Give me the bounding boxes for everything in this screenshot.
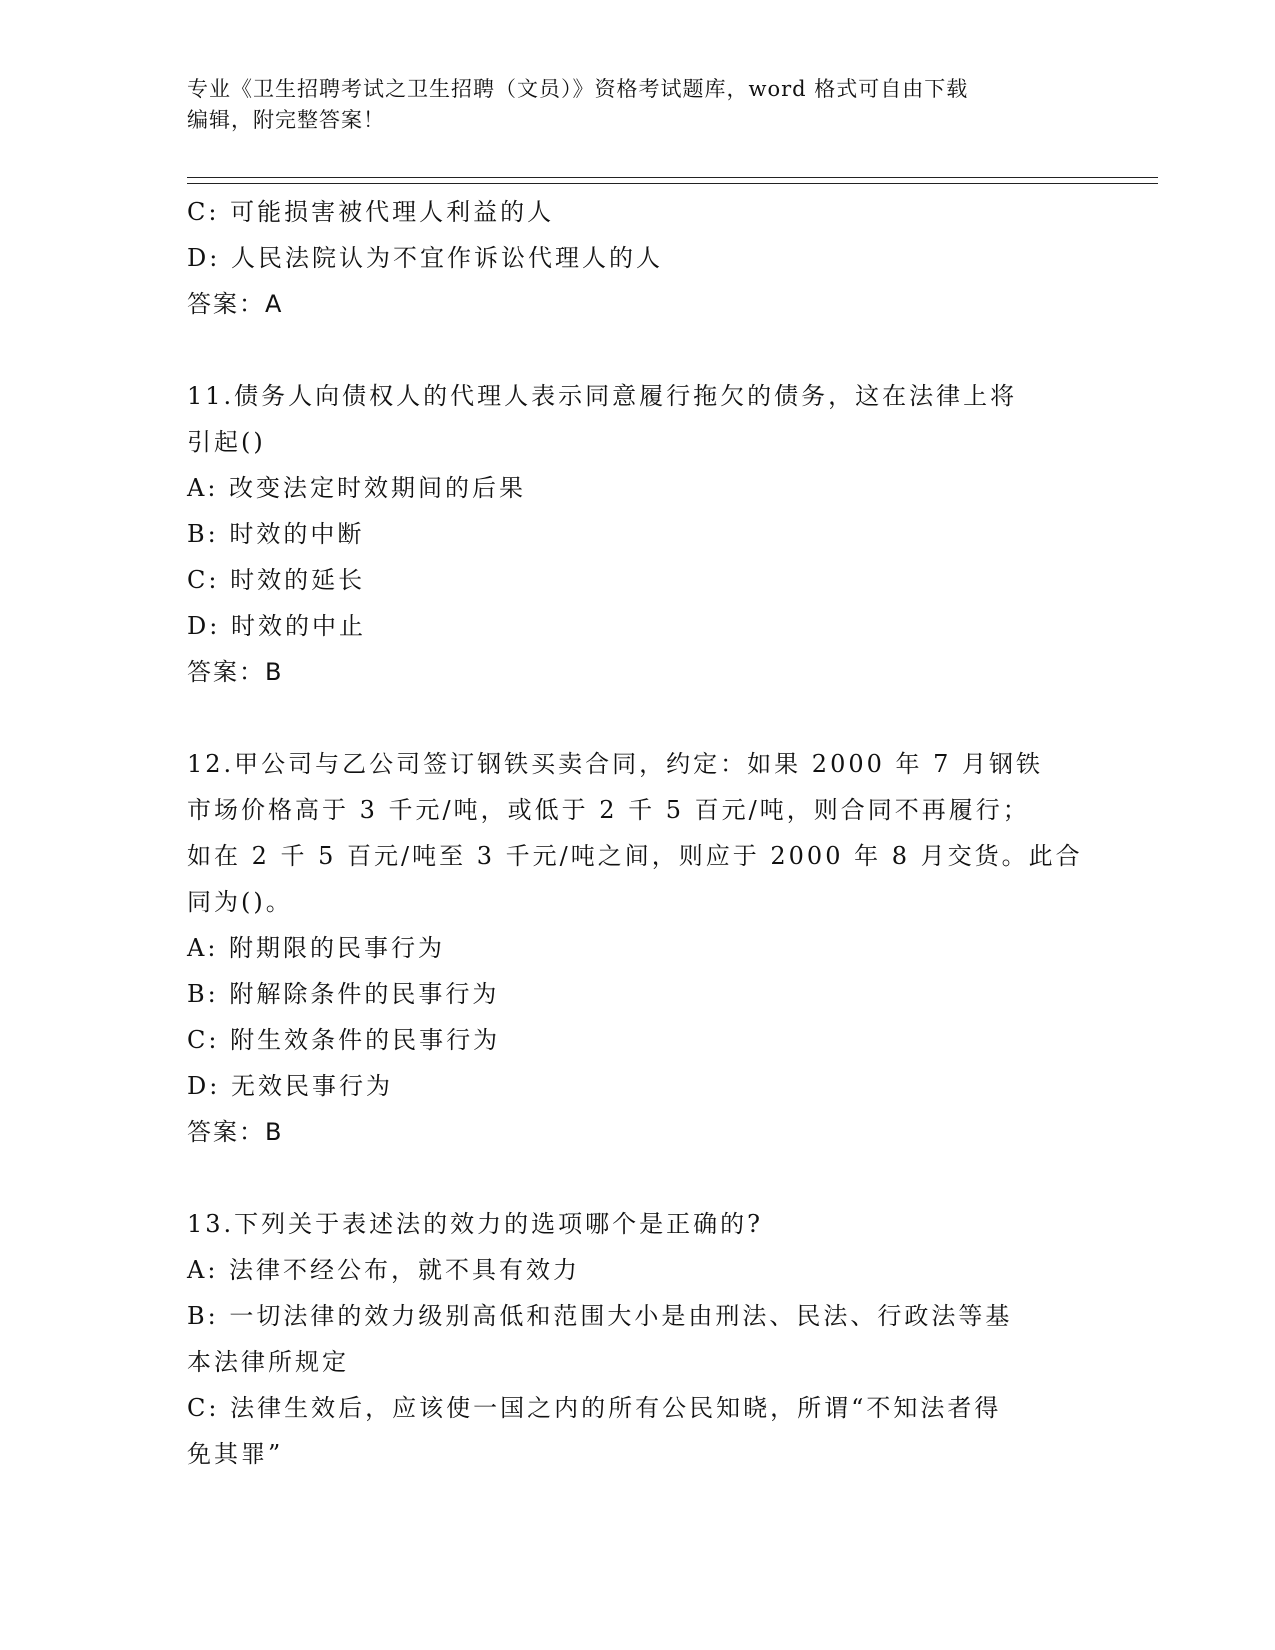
- option-b-continued: 本法律所规定: [187, 1348, 349, 1376]
- option-a: A: 附期限的民事行为: [187, 934, 446, 962]
- answer: 答案：B: [187, 658, 284, 686]
- question-stem: 11.债务人向债权人的代理人表示同意履行拖欠的债务，这在法律上将: [187, 382, 1018, 410]
- header-divider-top: [187, 177, 1158, 178]
- spacer: [187, 1155, 1087, 1201]
- document-header: [187, 74, 1087, 136]
- question-stem: 市场价格高于 3 千元/吨，或低于 2 千 5 百元/吨，则合同不再履行；: [187, 796, 1030, 824]
- option-a: A: 改变法定时效期间的后果: [187, 474, 527, 502]
- option-b: B: 一切法律的效力级别高低和范围大小是由刑法、民法、行政法等基: [187, 1302, 1013, 1330]
- document-body: [187, 189, 1087, 1477]
- question-stem: 同为()。: [187, 888, 293, 916]
- question-stem: 引起(): [187, 428, 266, 456]
- option-d: D: 无效民事行为: [187, 1072, 393, 1100]
- question-stem: 如在 2 千 5 百元/吨至 3 千元/吨之间，则应于 2000 年 8 月交货。此合: [187, 842, 1083, 870]
- option-c-continued: 免其罪”: [187, 1440, 284, 1468]
- answer: 答案：B: [187, 1118, 284, 1146]
- question-10-tail: [187, 189, 1087, 327]
- option-a: A: 法律不经公布，就不具有效力: [187, 1256, 581, 1284]
- spacer: [187, 695, 1087, 741]
- question-stem: 13.下列关于表述法的效力的选项哪个是正确的?: [187, 1210, 764, 1238]
- option-d: D: 时效的中止: [187, 612, 366, 640]
- answer: 答案：A: [187, 290, 284, 318]
- option-c: C: 法律生效后，应该使一国之内的所有公民知晓，所谓“不知法者得: [187, 1394, 1002, 1422]
- question-11: [187, 373, 1087, 695]
- header-divider-bottom: [187, 183, 1158, 184]
- question-12: [187, 741, 1087, 1155]
- option-c: C: 附生效条件的民事行为: [187, 1026, 501, 1054]
- header-line-2: 编辑，附完整答案！: [187, 108, 385, 132]
- option-c: C: 可能损害被代理人利益的人: [187, 198, 555, 226]
- spacer: [187, 327, 1087, 373]
- header-line-1: 专业《卫生招聘考试之卫生招聘（文员）》资格考试题库，word 格式可自由下载: [187, 77, 969, 101]
- question-stem: 12.甲公司与乙公司签订钢铁买卖合同，约定：如果 2000 年 7 月钢铁: [187, 750, 1044, 778]
- option-b: B: 附解除条件的民事行为: [187, 980, 500, 1008]
- option-c: C: 时效的延长: [187, 566, 366, 594]
- question-13: [187, 1201, 1087, 1477]
- option-d: D: 人民法院认为不宜作诉讼代理人的人: [187, 244, 663, 272]
- option-b: B: 时效的中断: [187, 520, 365, 548]
